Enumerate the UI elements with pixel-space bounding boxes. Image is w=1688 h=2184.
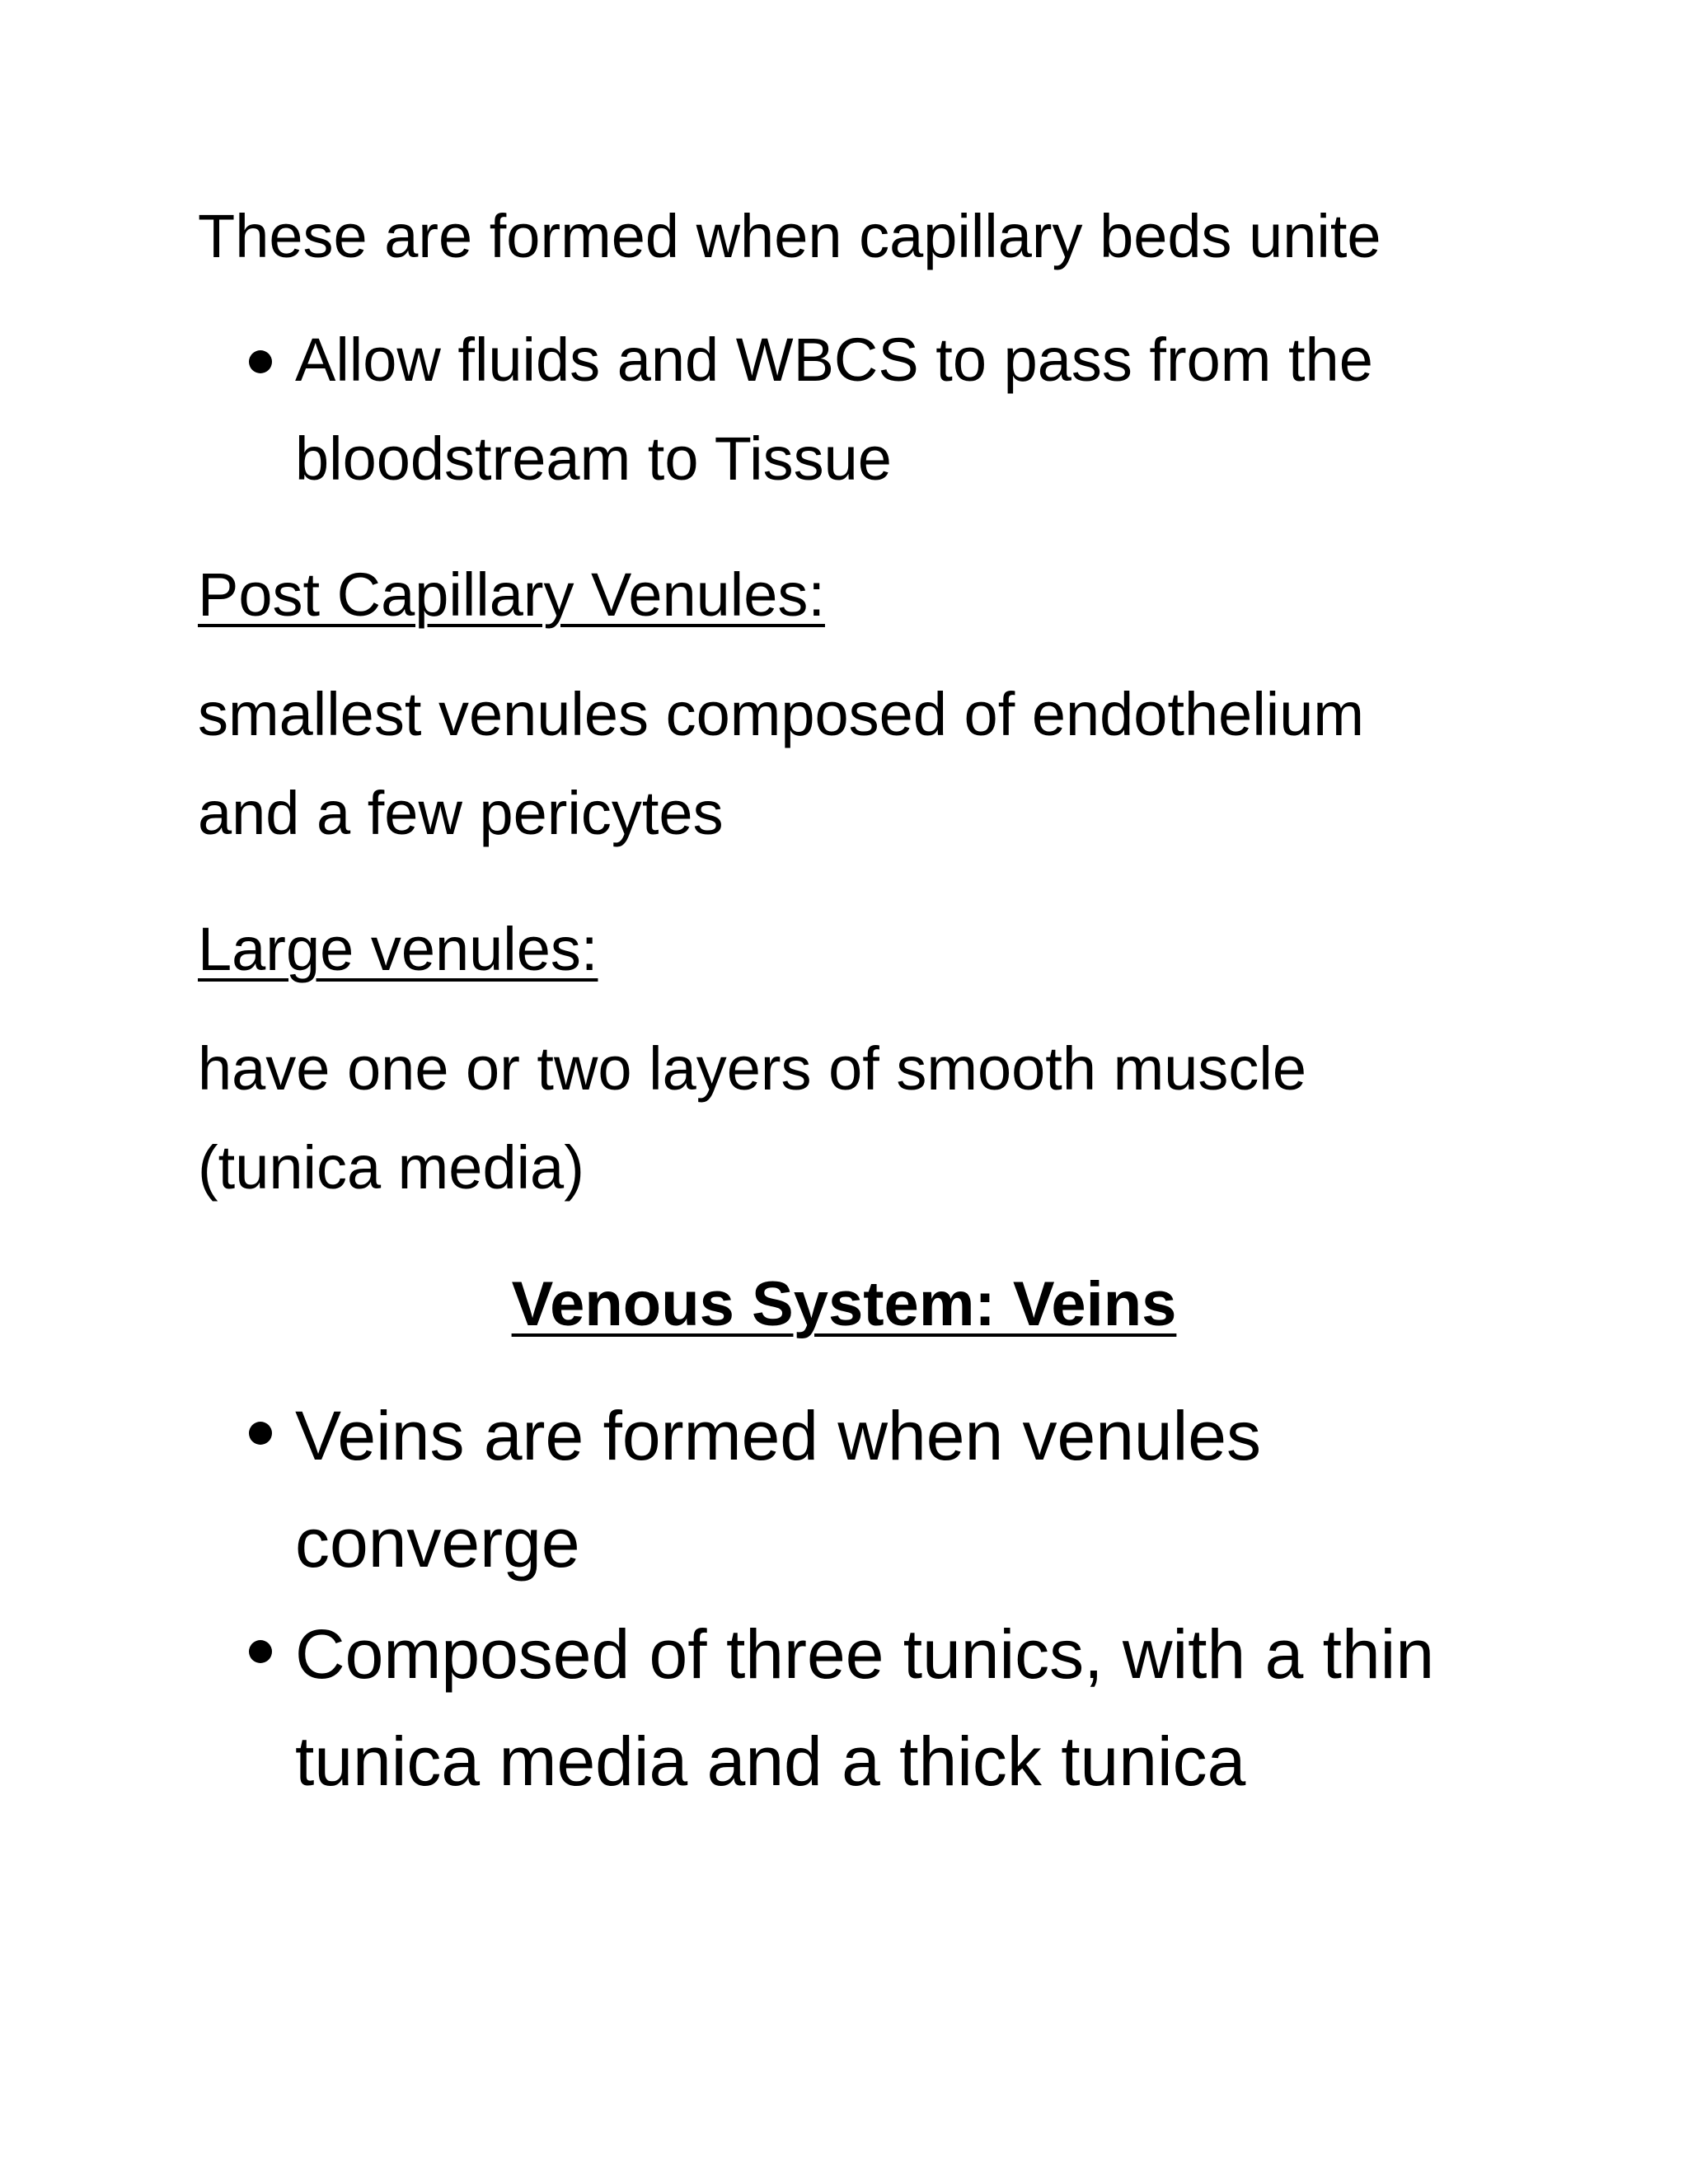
veins-section-heading: Venous System: Veins bbox=[511, 1269, 1177, 1339]
bullet-icon bbox=[249, 1422, 272, 1445]
bullet-icon bbox=[249, 1640, 272, 1663]
large-venules-line-2: (tunica media) bbox=[198, 1133, 584, 1202]
veins-bullet-1-line-1: Veins are formed when venules bbox=[295, 1397, 1262, 1474]
veins-bullet-1-line-2: converge bbox=[295, 1504, 580, 1582]
bullet-fluids-line-2: bloodstream to Tissue bbox=[295, 424, 892, 493]
bullet-fluids-line-1: Allow fluids and WBCS to pass from the bbox=[295, 326, 1373, 394]
post-capillary-line-2: and a few pericytes bbox=[198, 779, 724, 847]
large-venules-line-1: have one or two layers of smooth muscle bbox=[198, 1034, 1306, 1103]
veins-bullet-2-line-1: Composed of three tunics, with a thin bbox=[295, 1615, 1435, 1693]
bullet-icon bbox=[249, 350, 272, 373]
large-venules-heading: Large venules: bbox=[198, 915, 598, 983]
post-capillary-line-1: smallest venules composed of endothelium bbox=[198, 680, 1364, 748]
post-capillary-heading: Post Capillary Venules: bbox=[198, 560, 825, 629]
veins-bullet-2-line-2: tunica media and a thick tunica bbox=[295, 1722, 1246, 1800]
intro-text: These are formed when capillary beds unite bbox=[198, 202, 1381, 270]
